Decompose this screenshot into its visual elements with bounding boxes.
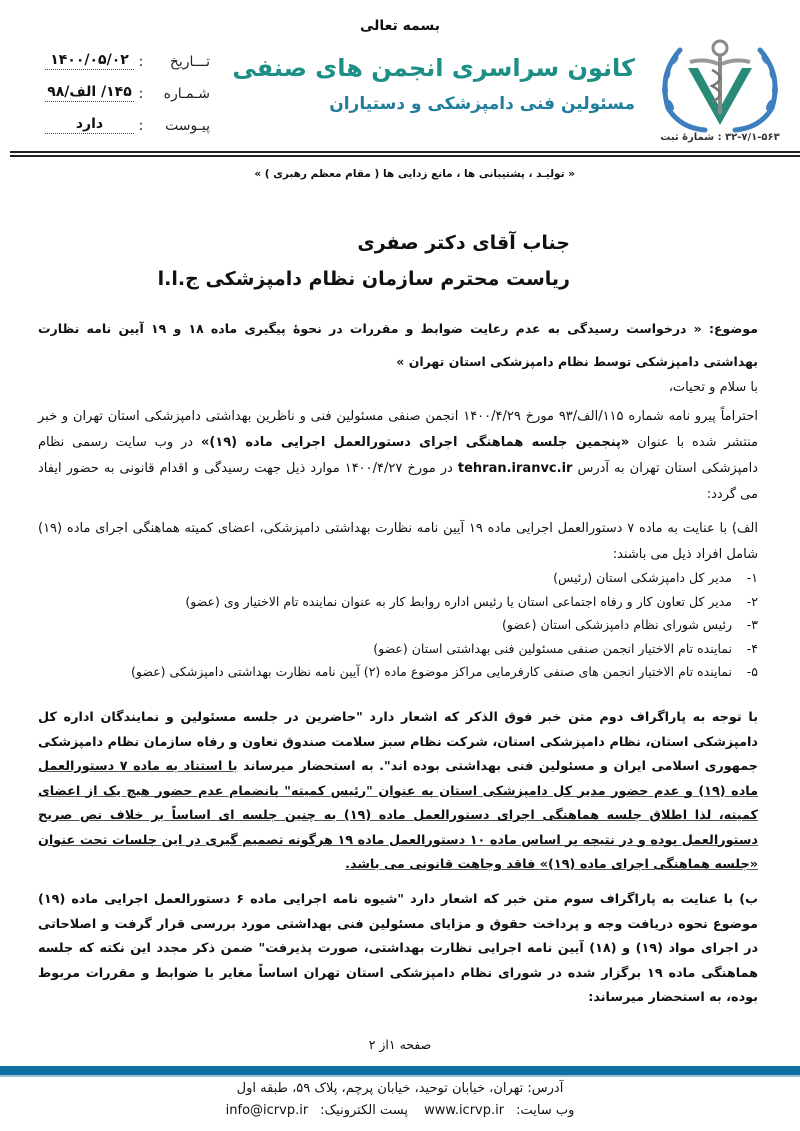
subject-text: « درخواست رسیدگی به عدم رعایت ضوابط و مقررات در نحوهٔ پیگیری ماده ۱۸ و ۱۹ آیین نامه نظارت بهداشتی دامپزشکی توسط نظام دامپزشکی استان تهران » [38, 321, 758, 369]
paragraph-analysis-underlined: با استناد به ماده ۷ دستورالعمل ماده (۱۹) و عدم حضور مدیر کل دامپزشکی استان به عنوان "رئیس کمیته" بانضمام عدم حضور هیچ یک از اعضای کمیته، لذا اطلاق جلسه هماهنگی اجرای دستورالعمل ماده (۱۹) به چنین جلسه ای اساساً بر خلاف نص صریح دستورالعمل بوده و در نتیجه بر اساس ماده ۱۰ دستورالعمل ماده ۱۹ هرگونه تصمیم گیری در این جلسات تحت عنوان «جلسه هماهنگی اجرای ماده (۱۹)» فاقد وجاهت قانونی می باشد. [38, 759, 758, 872]
paragraph-be: ب) با عنایت به پاراگراف سوم متن خبر که اشعار دارد "شیوه نامه اجرایی ماده ۶ دستورالعمل اجرایی ماده (۱۹) موضوع نحوه دریافت وجه و پرداخت حقوق و مزایای مسئولین فنی بهداشتی مورد بررسی قرار گرفت و اصلاحاتی در اجرای مواد (۱۹) و (۱۸) آیین نامه اجرایی نظارت بهداشتی، صورت پذیرفت" ضمن ذکر مجدد این نکته که جلسه هماهنگی ماده ۱۹ برگزار شده در شورای نظام دامپزشکی استان تهران اساساً مغایر با ضوابط و مقررات مربوط بوده، به استحضار میرساند: [38, 892, 759, 1005]
recipient-title: ریاست محترم سازمان نظام دامپزشکی ج.ا.ا [157, 268, 570, 290]
date-value: ۱۴۰۰/۰۵/۰۲ [45, 52, 134, 70]
paragraph-intro-part2: در وب سایت رسمی نظام دامپزشکی استان تهران به آدرس [38, 435, 759, 476]
paragraph-intro-part3: در مورخ ۱۴۰۰/۴/۲۷ موارد ذیل جهت رسیدگی و اقدام قانونی به حضور ایفاد می گردد: [38, 461, 758, 502]
slogan: « تولیـد ، پشتیبانی ها ، مانع زدایی ها ( مقام معظم رهبری ) » [254, 168, 575, 180]
header-divider [10, 151, 800, 157]
list-item: ۱-مدیر کل دامپزشکی استان (رئیس) [553, 570, 758, 585]
number-label: شـمـاره [163, 86, 210, 102]
email-label: پست الکترونیک: [320, 1103, 408, 1118]
footer-address: آدرس: تهران، خیابان توحید، خیابان پرچم، پلاک ۵۹، طبقه اول [236, 1081, 564, 1096]
recipient-name: جناب آقای دکتر صفری [357, 232, 570, 254]
logo-registration-text: ۳۲-۷/۱-۵۶۳ : شمارهٔ ثبت [660, 132, 780, 143]
number-value: ۱۴۵/ الف/۹۸ [45, 84, 134, 102]
list-item: ۲-مدیر کل تعاون کار و رفاه اجتماعی استان یا رئیس اداره روابط کار به عنوان نماینده تام الاختیار وی (عضو) [185, 593, 758, 609]
paragraph-intro [38, 404, 758, 508]
paragraph-analysis [38, 706, 758, 878]
attachment-value: دارد [45, 116, 134, 134]
footer-email-link[interactable]: info@icrvp.ir [225, 1103, 309, 1118]
attachment-row: پیـوست : دارد [45, 102, 210, 134]
footer-website-link[interactable]: www.icrvp.ir [424, 1103, 505, 1118]
page-number: صفحه ۱از ۲ [368, 1037, 432, 1052]
date-label: تـــاریخ [169, 54, 210, 70]
list-item: ۳-رئیس شورای نظام دامپزشکی استان (عضو) [501, 617, 758, 632]
date-row: تـــاریخ : ۱۴۰۰/۰۵/۰۲ [45, 38, 210, 70]
attachment-label: پیـوست [165, 118, 210, 134]
list-item: ۴-نماینده تام الاختیار انجمن صنفی مسئولین فنی بهداشتی استان (عضو) [373, 640, 758, 656]
organization-logo [650, 30, 790, 145]
list-item: ۵-نماینده تام الاختیار انجمن های صنفی کارفرمایی مراکز موضوع ماده (۲) آیین نامه نظارت بهداشتی دامپزشکی (عضو) [131, 664, 758, 679]
paragraph-analysis-text: با توجه به پاراگراف دوم متن خبر فوق الذکر که اشعار دارد "حاضرین در جلسه مسئولین و نمایندگان اداره کل دامپزشکی استان، نظام دامپزشکی استان، شرکت نظام سبز سلامت صندوق تعاون و رفاه سازمان نظام دامپزشکی جمهوری اسلامی ایران و مسئولین فنی بهداشتی بوده اند". به استحضار میرساند [38, 710, 759, 774]
subject-label: موضوع: [708, 321, 758, 336]
greeting: با سلام و تحیات، [668, 380, 758, 395]
footer-contact [0, 1103, 800, 1118]
organization-subtitle: مسئولین فنی دامپزشکی و دستیاران [329, 94, 635, 114]
committee-members-list [38, 566, 758, 684]
paragraph-intro-part1: احتراماً پیرو نامه شماره ۱۱۵/الف/۹۳ مورخ ۱۴۰۰/۴/۲۹ انجمن صنفی مسئولین فنی و ناظرین بهداشتی دامپزشکی استان تهران و خبر منتشر شده با عنوان [38, 409, 758, 450]
subject [38, 312, 758, 378]
number-row: شـمـاره : ۱۴۵/ الف/۹۸ [45, 70, 210, 102]
website-link[interactable]: tehran.iranvc.ir [457, 461, 573, 476]
footer-band [0, 1066, 800, 1077]
logo-emblem-icon [650, 30, 790, 145]
paragraph-alef: الف) با عنایت به ماده ۷ دستورالعمل اجرایی ماده ۱۹ آیین نامه نظارت بهداشتی دامپزشکی، اعضای کمیته هماهنگی اجرای ماده (۱۹) شامل افراد ذیل می باشند: [38, 521, 759, 562]
organization-name: کانون سراسری انجمن های صنفی [232, 54, 635, 82]
basmala: بسمه تعالی [359, 18, 441, 34]
website-label: وب سایت: [516, 1103, 575, 1118]
letter-meta [45, 38, 210, 134]
news-title: «پنجمین جلسه هماهنگی اجرای دستورالعمل اجرایی ماده (۱۹)» [200, 435, 630, 450]
